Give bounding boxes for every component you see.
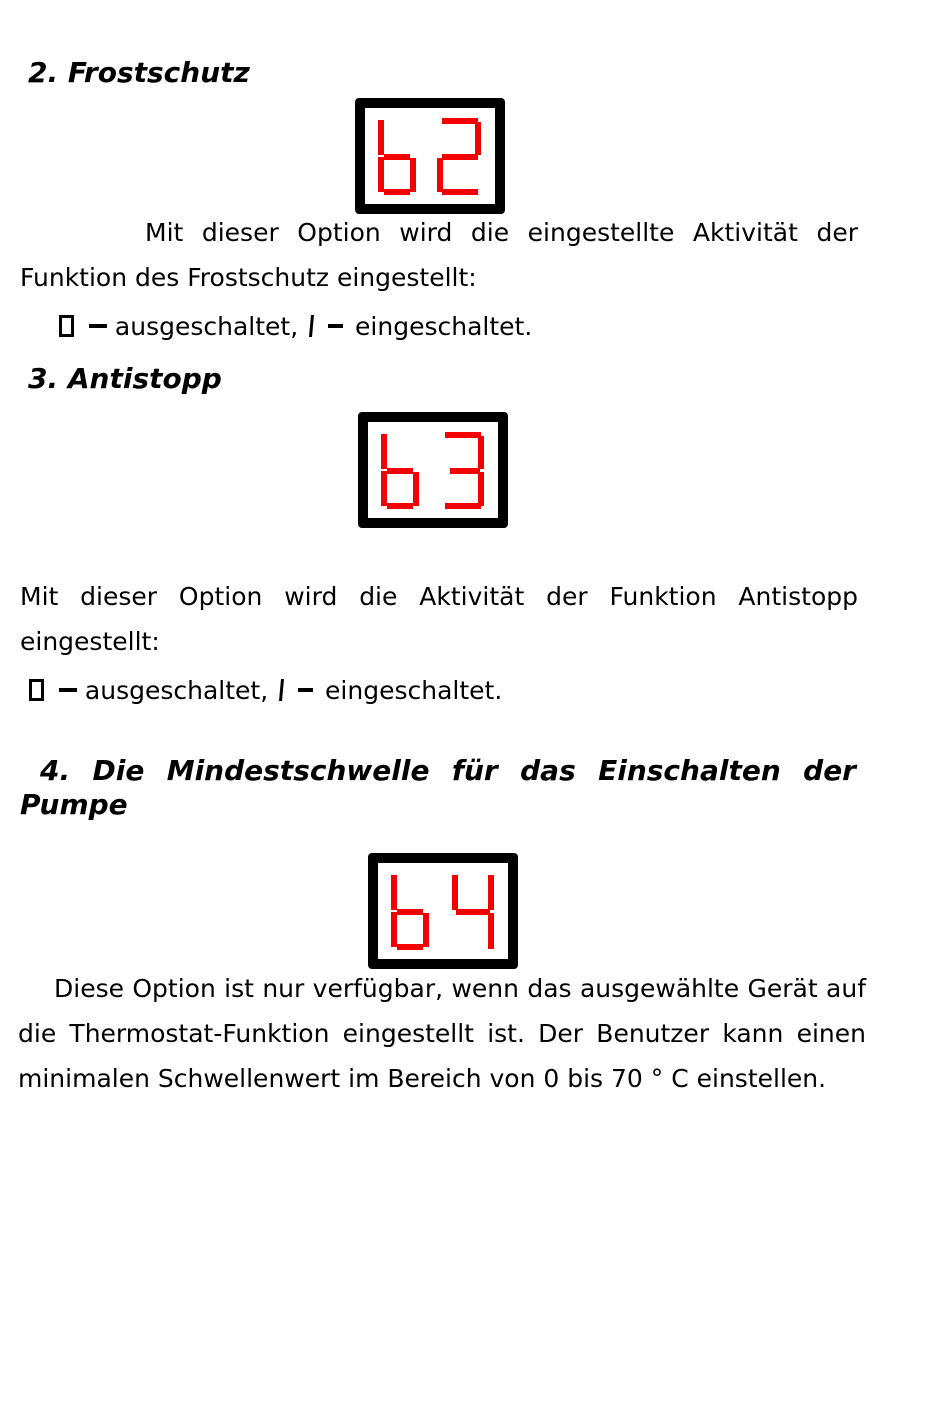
digit-2 — [437, 118, 481, 195]
dash-icon — [89, 324, 107, 328]
dash-icon — [298, 688, 313, 692]
option-off-text: ausgeschaltet, — [114, 312, 299, 341]
section-heading-frostschutz: 2. Frostschutz — [28, 56, 250, 89]
option-on-text: eingeschaltet. — [355, 312, 533, 341]
digit-one-icon — [306, 314, 316, 338]
lcd-display-b3 — [358, 412, 508, 528]
option-off-text: ausgeschaltet, — [84, 676, 269, 705]
paragraph-mindestschwelle: Diese Option ist nur verfügbar, wenn das ausgewählte Gerät auf die Thermostat-Funktion eingestellt ist. Der Benutzer kann einen minimalen Schwellenwert im Bereich von 0 bis 70 ° C einstellen. — [18, 974, 866, 1093]
digit-b — [381, 434, 419, 509]
lcd-display-b2 — [355, 98, 505, 214]
digit-zero-icon — [28, 678, 46, 702]
digit-one-icon — [276, 678, 286, 702]
lcd-display-b4 — [368, 853, 518, 969]
option-line-antistopp — [28, 676, 502, 706]
paragraph-frostschutz: Mit dieser Option wird die eingestellte Aktivität der Funktion des Frostschutz eingestellt: — [20, 218, 858, 292]
paragraph-antistopp: Mit dieser Option wird die Aktivität der Funktion Antistopp eingestellt: — [20, 582, 858, 656]
dash-icon — [328, 324, 343, 328]
digit-zero-icon — [58, 314, 76, 338]
section-heading-mindestschwelle: 4. Die Mindestschwelle für das Einschalten der Pumpe — [20, 754, 856, 821]
digit-3 — [445, 432, 484, 509]
digit-b — [391, 875, 429, 950]
digit-b — [378, 120, 416, 195]
section-heading-antistopp: 3. Antistopp — [28, 362, 222, 395]
option-line-frostschutz — [58, 312, 532, 342]
dash-icon — [59, 688, 77, 692]
option-on-text: eingeschaltet. — [325, 676, 503, 705]
digit-4 — [452, 875, 494, 949]
